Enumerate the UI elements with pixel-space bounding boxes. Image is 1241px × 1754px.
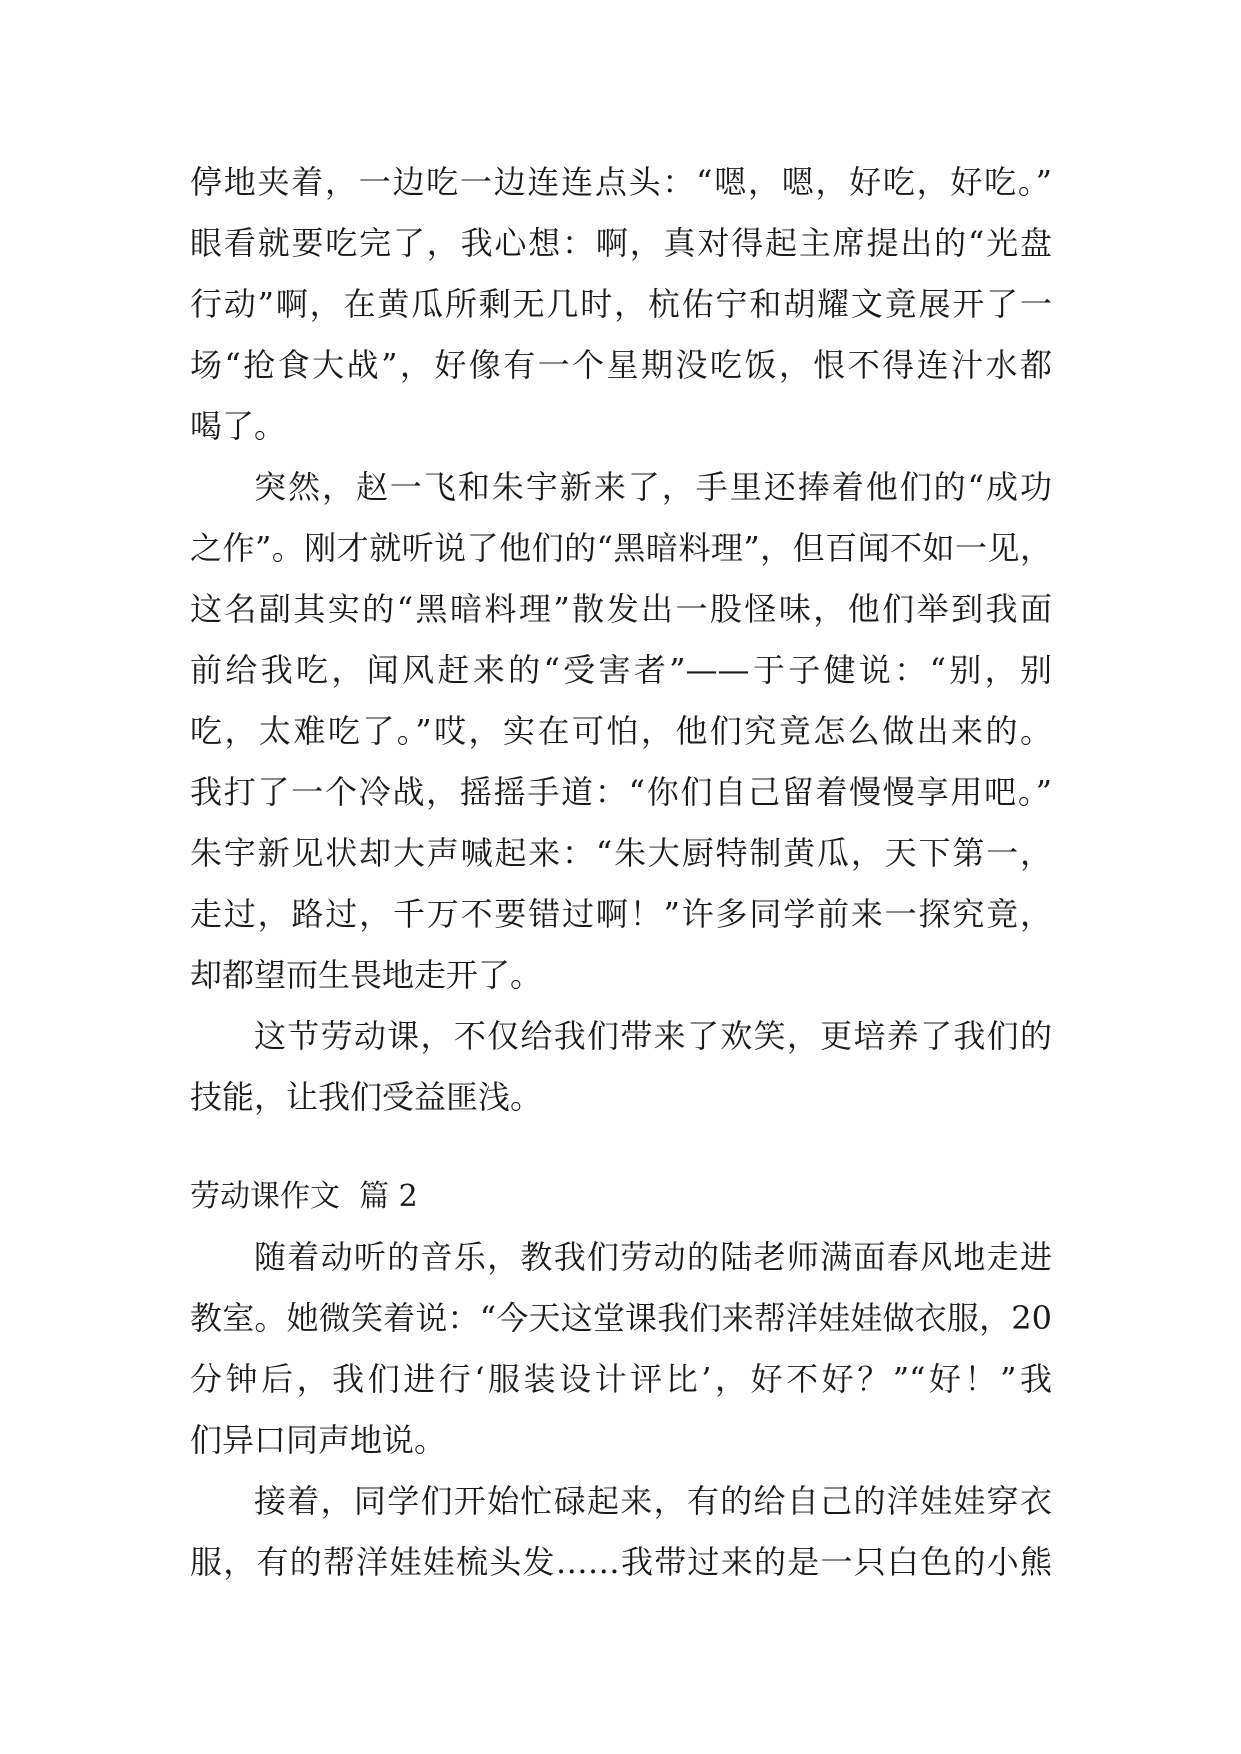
text-line: 随着动听的音乐，教我们劳动的陆老师满面春风地走进: [254, 1238, 1052, 1276]
text-line: 之作”。刚才就听说了他们的“黑暗料理”，但百闻不如一见，: [190, 529, 1052, 567]
text-line: 停地夹着，一边吃一边连连点头：“嗯，嗯，好吃，好吃。”: [190, 163, 1052, 201]
text-line: 这名副其实的“黑暗料理”散发出一股怪味，他们举到我面: [190, 590, 1052, 628]
text-line: 服，有的帮洋娃娃梳头发……我带过来的是一只白色的小熊: [190, 1543, 1052, 1581]
section-gap: [190, 1128, 1052, 1166]
text-line: 技能，让我们受益匪浅。: [190, 1078, 543, 1116]
text-line: 走过，路过，千万不要错过啊！”许多同学前来一探究竟，: [190, 895, 1052, 933]
text-line: 场“抢食大战”，好像有一个星期没吃饭，恨不得连汁水都: [190, 346, 1052, 384]
text-line: 吃，太难吃了。”哎，实在可怕，他们究竟怎么做出来的。: [190, 712, 1052, 750]
text-line: 喝了。: [190, 407, 287, 445]
text-line: 们异口同声地说。: [190, 1421, 447, 1459]
text-line: 却都望而生畏地走开了。: [190, 956, 543, 994]
text-line: 朱宇新见状却大声喊起来：“朱大厨特制黄瓜，天下第一，: [190, 834, 1052, 872]
section-heading: 劳动课作文 篇 2: [190, 1179, 418, 1214]
text-line: 分钟后，我们进行‘服装设计评比’，好不好？”“好！”我: [190, 1360, 1052, 1398]
text-line: 我打了一个冷战，摇摇手道：“你们自己留着慢慢享用吧。”: [190, 773, 1052, 811]
text-line: 这节劳动课，不仅给我们带来了欢笑，更培养了我们的: [254, 1017, 1052, 1055]
text-line: 教室。她微笑着说：“今天这堂课我们来帮洋娃娃做衣服，20: [190, 1299, 1052, 1337]
text-line: 接着，同学们开始忙碌起来，有的给自己的洋娃娃穿衣: [254, 1482, 1052, 1520]
text-line: 行动”啊，在黄瓜所剩无几时，杭佑宁和胡耀文竟展开了一: [190, 285, 1052, 323]
text-line: 前给我吃，闻风赶来的“受害者”——于子健说：“别，别: [190, 651, 1052, 689]
text-line: 眼看就要吃完了，我心想：啊，真对得起主席提出的“光盘: [190, 224, 1052, 262]
document-body: [190, 152, 1052, 1593]
text-line: 突然，赵一飞和朱宇新来了，手里还捧着他们的“成功: [254, 468, 1052, 506]
